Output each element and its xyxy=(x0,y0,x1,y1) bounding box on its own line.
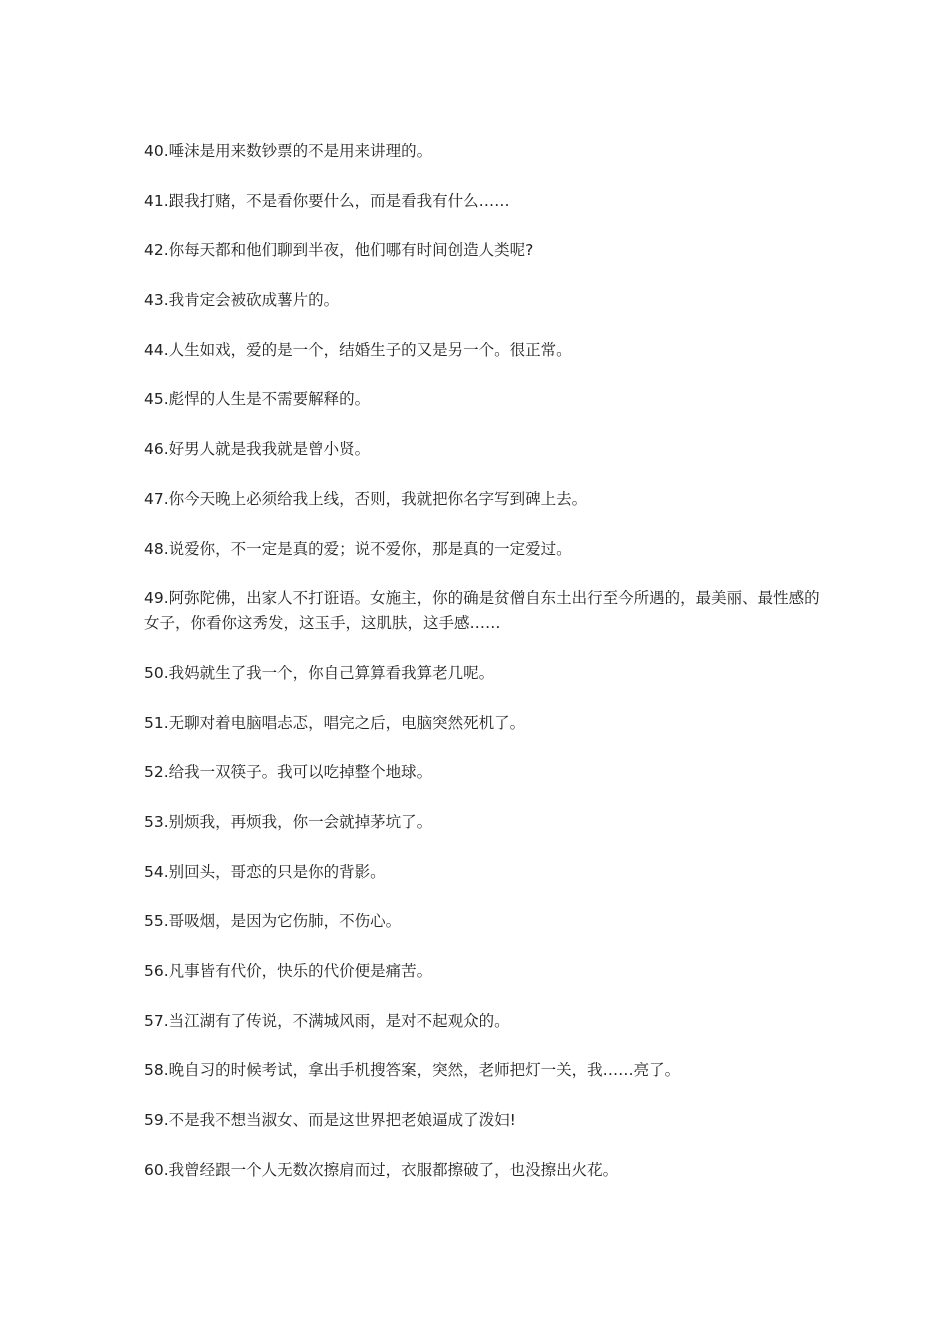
paragraph-50: 50.我妈就生了我一个，你自己算算看我算老几呢。 xyxy=(144,663,495,682)
paragraph-46: 46.好男人就是我我就是曾小贤。 xyxy=(144,440,371,459)
paragraph-57: 57.当江湖有了传说，不满城风雨，是对不起观众的。 xyxy=(144,1011,510,1030)
paragraph-43: 43.我肯定会被砍成薯片的。 xyxy=(144,291,340,310)
document-body xyxy=(144,139,824,1207)
paragraph-54: 54.别回头，哥恋的只是你的背影。 xyxy=(144,862,386,881)
paragraph-58: 58.晚自习的时候考试，拿出手机搜答案，突然，老师把灯一关，我……亮了。 xyxy=(144,1061,681,1080)
paragraph-55: 55.哥吸烟，是因为它伤肺，不伤心。 xyxy=(144,912,402,931)
paragraph-60: 60.我曾经跟一个人无数次擦肩而过，衣服都擦破了，也没擦出火花。 xyxy=(144,1160,619,1179)
paragraph-48: 48.说爱你，不一定是真的爱；说不爱你，那是真的一定爱过。 xyxy=(144,539,572,558)
paragraph-51: 51.无聊对着电脑唱忐忑，唱完之后，电脑突然死机了。 xyxy=(144,713,526,732)
paragraph-41: 41.跟我打赌，不是看你要什么，而是看我有什么…… xyxy=(144,191,510,210)
paragraph-40: 40.唾沫是用来数钞票的不是用来讲理的。 xyxy=(144,142,433,160)
paragraph-53: 53.别烦我，再烦我，你一会就掉茅坑了。 xyxy=(144,812,433,831)
paragraph-45: 45.彪悍的人生是不需要解释的。 xyxy=(144,390,371,409)
paragraph-49: 49.阿弥陀佛，出家人不打诳语。女施主，你的确是贫僧自东土出行至今所遇的，最美丽、最性感的女子，你看你这秀发，这玉手，这肌肤，这手感…… xyxy=(144,589,820,633)
paragraph-42: 42.你每天都和他们聊到半夜，他们哪有时间创造人类呢? xyxy=(144,241,534,260)
paragraph-47: 47.你今天晚上必须给我上线，否则，我就把你名字写到碑上去。 xyxy=(144,489,588,508)
paragraph-44: 44.人生如戏，爱的是一个，结婚生子的又是另一个。很正常。 xyxy=(144,340,572,359)
paragraph-56: 56.凡事皆有代价，快乐的代价便是痛苦。 xyxy=(144,962,433,980)
paragraph-59: 59.不是我不想当淑女、而是这世界把老娘逼成了泼妇! xyxy=(144,1111,516,1130)
paragraph-52: 52.给我一双筷子。我可以吃掉整个地球。 xyxy=(144,763,433,782)
